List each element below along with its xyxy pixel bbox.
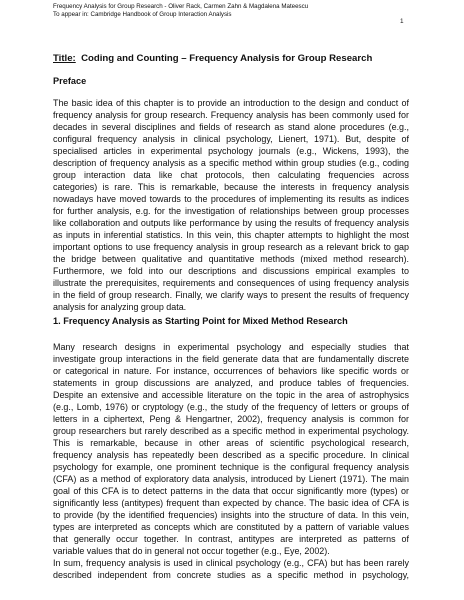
title-text: Coding and Counting – Frequency Analysis for Group Research [81, 53, 373, 64]
paragraph-line: specialised articles in experimental psychology journals (e.g., Wickens, 1993), the [53, 146, 409, 156]
paragraph-line: configural frequency analysis in clinical psychology, Lienert, 1971). But, despite of [53, 134, 409, 144]
paragraph-line: as inputs in inferential statistics. In this vein, this chapter attempts to highlight the most [53, 230, 409, 240]
section-paragraph [53, 341, 409, 581]
paragraph-line: Furthermore, we fold into our descriptions and discussions empirical examples to [53, 266, 409, 276]
paragraph-line: in the field of group research. Finally, we clarify ways to present the results of frequency [53, 290, 409, 300]
paragraph-line: This is remarkable, because in other areas of scientific psychological research, [53, 438, 409, 448]
paragraph-line: group interaction data like chat protocols, then calculating frequencies across [53, 170, 409, 180]
preface-heading: Preface [53, 76, 87, 86]
paragraph-line: important options to use frequency analysis in group research as a relevant brick to gap [53, 242, 409, 252]
paragraph-line: described independent from concrete studies as a specific method in psychology, [53, 570, 409, 580]
paragraph-line: investigate group interactions in the field generate data that are fundamentally discrete [53, 354, 409, 364]
paragraph-line: goal of this CFA is to detect patterns in the data that occur significantly more (types) or [53, 486, 409, 496]
paragraph-line: like collaboration and outputs like performance by using the results of frequency analysis [53, 218, 409, 228]
paragraph-line: group researchers but rarely described as a specific method in experimental psychology. [53, 426, 409, 436]
paragraph-line: for further analysis, e.g. for the investigation of relationships between group processes [53, 206, 409, 216]
paragraph-line: decades in several disciplines and fields of research as stand alone procedures (e.g., [53, 122, 409, 132]
paragraph-line: The basic idea of this chapter is to provide an introduction to the design and conduct of [53, 98, 409, 108]
title-label: Title: [53, 53, 76, 64]
running-header [53, 3, 308, 19]
paragraph-line: letters in a ciphertext, Peng & Hengartner, 2002), frequency analysis is common for [53, 414, 409, 424]
paragraph-line: (e.g., Lomb, 1976) or cryptology (e.g., the study of the frequency of letters or groups of [53, 402, 409, 412]
page-number: 1 [400, 18, 404, 25]
running-header-publication: To appear in: Cambridge Handbook of Group Interaction Analysis [53, 11, 232, 18]
paragraph-line: description of frequency analysis as a specific method within group studies (e.g., coding [53, 158, 409, 168]
paragraph-line: nowadays have moved towards to the procedures of implementing its results as indices [53, 194, 409, 204]
paragraph-line: that generally occur together. In contrast, antitypes are interpreted as patterns of [53, 534, 409, 544]
paragraph-line: variable values that do in general not occur together (e.g., Eye, 2002). [53, 546, 330, 556]
paragraph-line: Many research designs in experimental psychology and especially studies that [53, 342, 409, 352]
preface-paragraph [53, 97, 409, 313]
paragraph-line: Despite an extensive and accessible literature on the topic in the area of astrophysics [53, 390, 409, 400]
paragraph-line: categories) is rare. This is remarkable, because the interests in frequency analysis [53, 182, 409, 192]
section-heading: 1. Frequency Analysis as Starting Point for Mixed Method Research [53, 316, 348, 326]
paragraph-line: (CFA) as a method of exploratory data analysis, introduced by Lienert (1971). The main [53, 474, 409, 484]
chapter-title [53, 53, 372, 64]
paragraph-line: illustrate the prerequisites, requirements and consequences of using frequency analysis [53, 278, 409, 288]
running-header-authors: Frequency Analysis for Group Research - Oliver Rack, Carmen Zahn & Magdalena Mateescu [53, 3, 309, 10]
paragraph-line: frequency analysis has repeatedly been described as a specific procedure. In clinical [53, 450, 409, 460]
paragraph-line: significantly less (antitypes) frequent than expected by chance. The basic idea of CFA is [53, 498, 409, 508]
paragraph-line: In sum, frequency analysis is used in clinical psychology (e.g., CFA) but has been rarely [53, 558, 409, 568]
paragraph-line: the bridge between qualitative and quantitative methods (mixed method research). [53, 254, 409, 264]
paragraph-line: analysis for analyzing group data. [53, 302, 187, 312]
paragraph-line: frequency analysis for group research. Frequency analysis has been commonly used for [53, 110, 409, 120]
paragraph-line: or categorical in nature. For instance, occurrences of behaviors like specific words or [53, 366, 409, 376]
paragraph-line: psychology for example, one prominent technique is the configural frequency analysis [53, 462, 409, 472]
paragraph-line: to provide (by the identified frequencies) insights into the structure of data. In this vein, [53, 510, 409, 520]
paragraph-line: types are interpreted as concepts which are constituted by a pattern of variable values [53, 522, 409, 532]
paragraph-line: statements in group discussions are analyzed, and produce tables of frequencies. [53, 378, 409, 388]
